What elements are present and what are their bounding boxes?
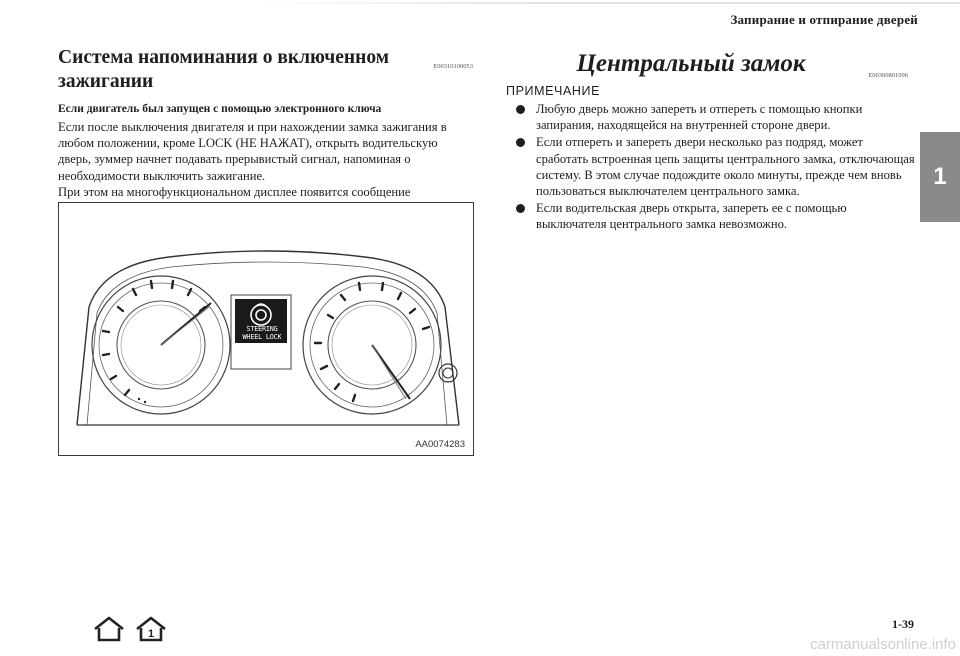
display-message bbox=[234, 325, 290, 341]
running-header: Запирание и отпирание дверей bbox=[730, 12, 918, 27]
right-gauge bbox=[303, 276, 441, 414]
section-code: E00310100053 bbox=[433, 63, 473, 70]
note-item bbox=[506, 101, 916, 133]
chapter-badge: 1 bbox=[147, 628, 155, 640]
note-text: Любую дверь можно запереть и отпереть с помощью кнопки запирания, находящейся на внутренней стороне двери. bbox=[536, 102, 863, 133]
home-icon[interactable] bbox=[92, 616, 126, 642]
note-text: Если отпереть и запереть двери несколько раз подряд, может сработать встроенная цепь защиты центрального замка, отключающая систему. В этом случае подождите около минуты, прежде чем вновь пользоваться выключателем центрального замка. bbox=[536, 135, 915, 199]
bullet-icon bbox=[516, 138, 525, 147]
section-subtitle: Если двигатель был запущен с помощью электронного ключа bbox=[58, 103, 382, 115]
note-list bbox=[506, 101, 916, 233]
watermark: carmanualsonline.info bbox=[810, 636, 956, 653]
nav-icons bbox=[92, 616, 168, 642]
header-rule bbox=[250, 2, 960, 4]
section-code: E00300801096 bbox=[868, 72, 908, 79]
display-line: STEERING bbox=[246, 325, 278, 333]
display-line: WHEEL LOCK bbox=[242, 333, 282, 341]
note-text: Если водительская дверь открыта, запереть ее с помощью выключателя центрального замка невозможно. bbox=[536, 201, 847, 232]
figure-code: AA0074283 bbox=[415, 439, 465, 450]
bullet-icon bbox=[516, 204, 525, 213]
note-label: ПРИМЕЧАНИЕ bbox=[506, 84, 601, 98]
note-item bbox=[506, 200, 916, 232]
body-paragraph: При этом на многофункциональном дисплее появится сообщение bbox=[58, 184, 411, 199]
note-item bbox=[506, 134, 916, 199]
page-number: 1-39 bbox=[892, 617, 914, 631]
bullet-icon bbox=[516, 105, 525, 114]
section-title: Система напоминания о включенном зажигании bbox=[58, 47, 389, 92]
left-column bbox=[58, 46, 473, 216]
chapter-home-icon[interactable] bbox=[134, 616, 168, 642]
trip-knob bbox=[439, 364, 457, 382]
section-title: Центральный замок bbox=[576, 50, 806, 77]
body-paragraph: Если после выключения двигателя и при нахождении замка зажигания в любом положении, кроме LOCK (НЕ НАЖАТ), открыть водительскую дверь, зуммер начнет подавать прерывистый сигнал, напоминая о необходимости выключить зажигание. bbox=[58, 120, 447, 183]
chapter-tab[interactable]: 1 bbox=[920, 132, 960, 222]
left-gauge bbox=[92, 276, 230, 414]
right-column bbox=[506, 50, 916, 234]
